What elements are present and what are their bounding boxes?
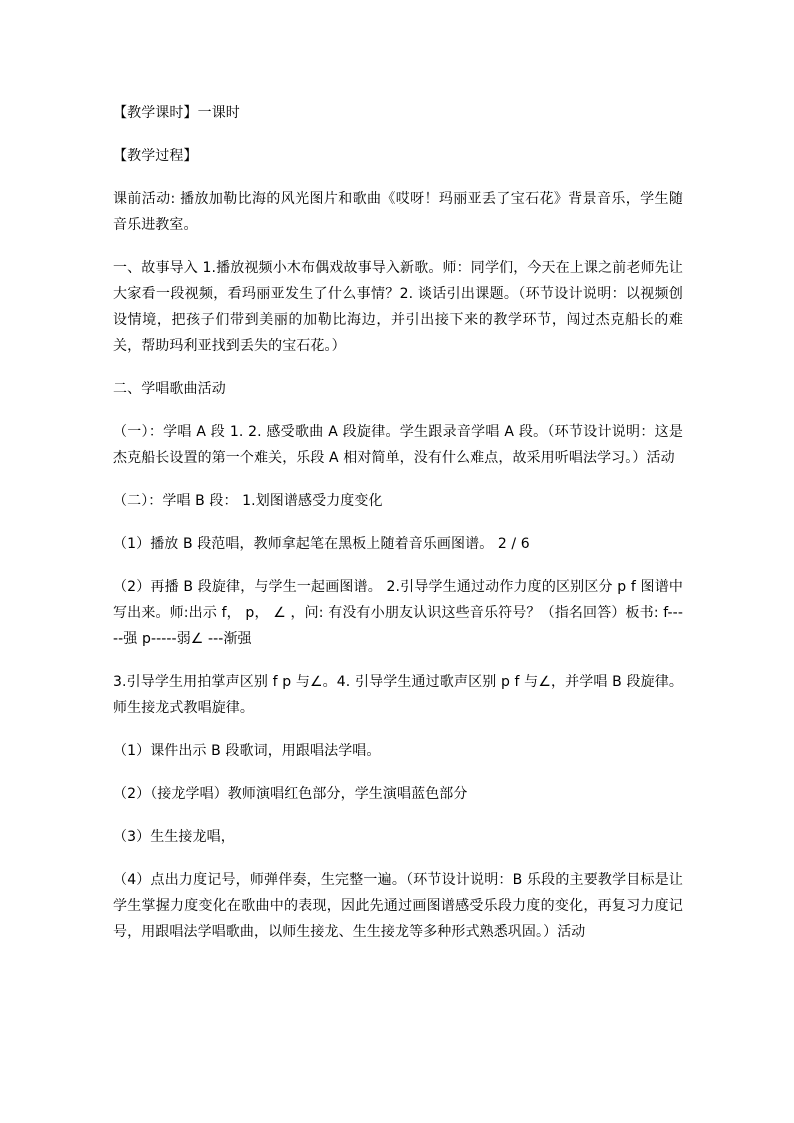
step-2-draw-chart: （2）再播 B 段旋律，与学生一起画图谱。 2.引导学生通过动作力度的区别区分 p f 图谱中写出来。师:出示 f， p， ∠ ，问: 有没有小朋友认识这些音乐符号？（指名回答）板书: f-----强 p-----弱∠ ---渐强 bbox=[113, 579, 683, 647]
activity-one-section-a: （一）：学唱 A 段 1. 2. 感受歌曲 A 段旋律。学生跟录音学唱 A 段。（环节设计说明：这是杰克船长设置的第一个难关，乐段 A 相对简单，没有什么难点，故采用听唱法学习。）活动 bbox=[113, 424, 683, 466]
story-introduction: 一、故事导入 1.播放视频小木布偶戏故事导入新歌。师：同学们，今天在上课之前老师先让大家看一段视频，看玛丽亚发生了什么事情？2. 谈话引出课题。（环节设计说明：以视频创设情境，把孩子们带到美丽的加勒比海边，并引出接下来的教学环节，闯过杰克船长的难关，帮助玛利亚找到丢失的宝石花。） bbox=[113, 260, 683, 354]
pre-class-activity: 课前活动: 播放加勒比海的风光图片和歌曲《哎呀！玛丽亚丢了宝石花》背景音乐，学生随音乐进教室。 bbox=[113, 191, 683, 233]
step-3-clap-dynamics: 3.引导学生用拍掌声区别 f p 与∠。4. 引导学生通过歌声区别 p f 与∠，并学唱 B 段旋律。师生接龙式教唱旋律。 bbox=[113, 674, 683, 716]
substep-1-lyrics: （1）课件出示 B 段歌词，用跟唱法学唱。 bbox=[113, 743, 381, 759]
substep-2-relay-singing: （2）（接龙学唱）教师演唱红色部分，学生演唱蓝色部分 bbox=[113, 786, 468, 802]
substep-4-dynamics-marks: （4）点出力度记号，师弹伴奏，生完整一遍。（环节设计说明：B 乐段的主要教学目标是让学生掌握力度变化在歌曲中的表现，因此先通过画图谱感受乐段力度的变化，再复习力度记号，用跟唱法学唱歌曲，以师生接龙、生生接龙等多种形式熟悉巩固。）活动 bbox=[113, 872, 683, 940]
lesson-hours-heading: 【教学课时】一课时 bbox=[113, 105, 240, 121]
activity-two-section-b: （二）：学唱 B 段： 1.划图谱感受力度变化 bbox=[113, 493, 383, 509]
teaching-process-heading: 【教学过程】 bbox=[113, 148, 198, 164]
learn-song-heading: 二、学唱歌曲活动 bbox=[113, 381, 226, 397]
substep-3-student-relay: （3）生生接龙唱， bbox=[113, 829, 235, 845]
document-body bbox=[113, 100, 683, 962]
step-1-play-demo: （1）播放 B 段范唱，教师拿起笔在黑板上随着音乐画图谱。 2 / 6 bbox=[113, 536, 530, 552]
